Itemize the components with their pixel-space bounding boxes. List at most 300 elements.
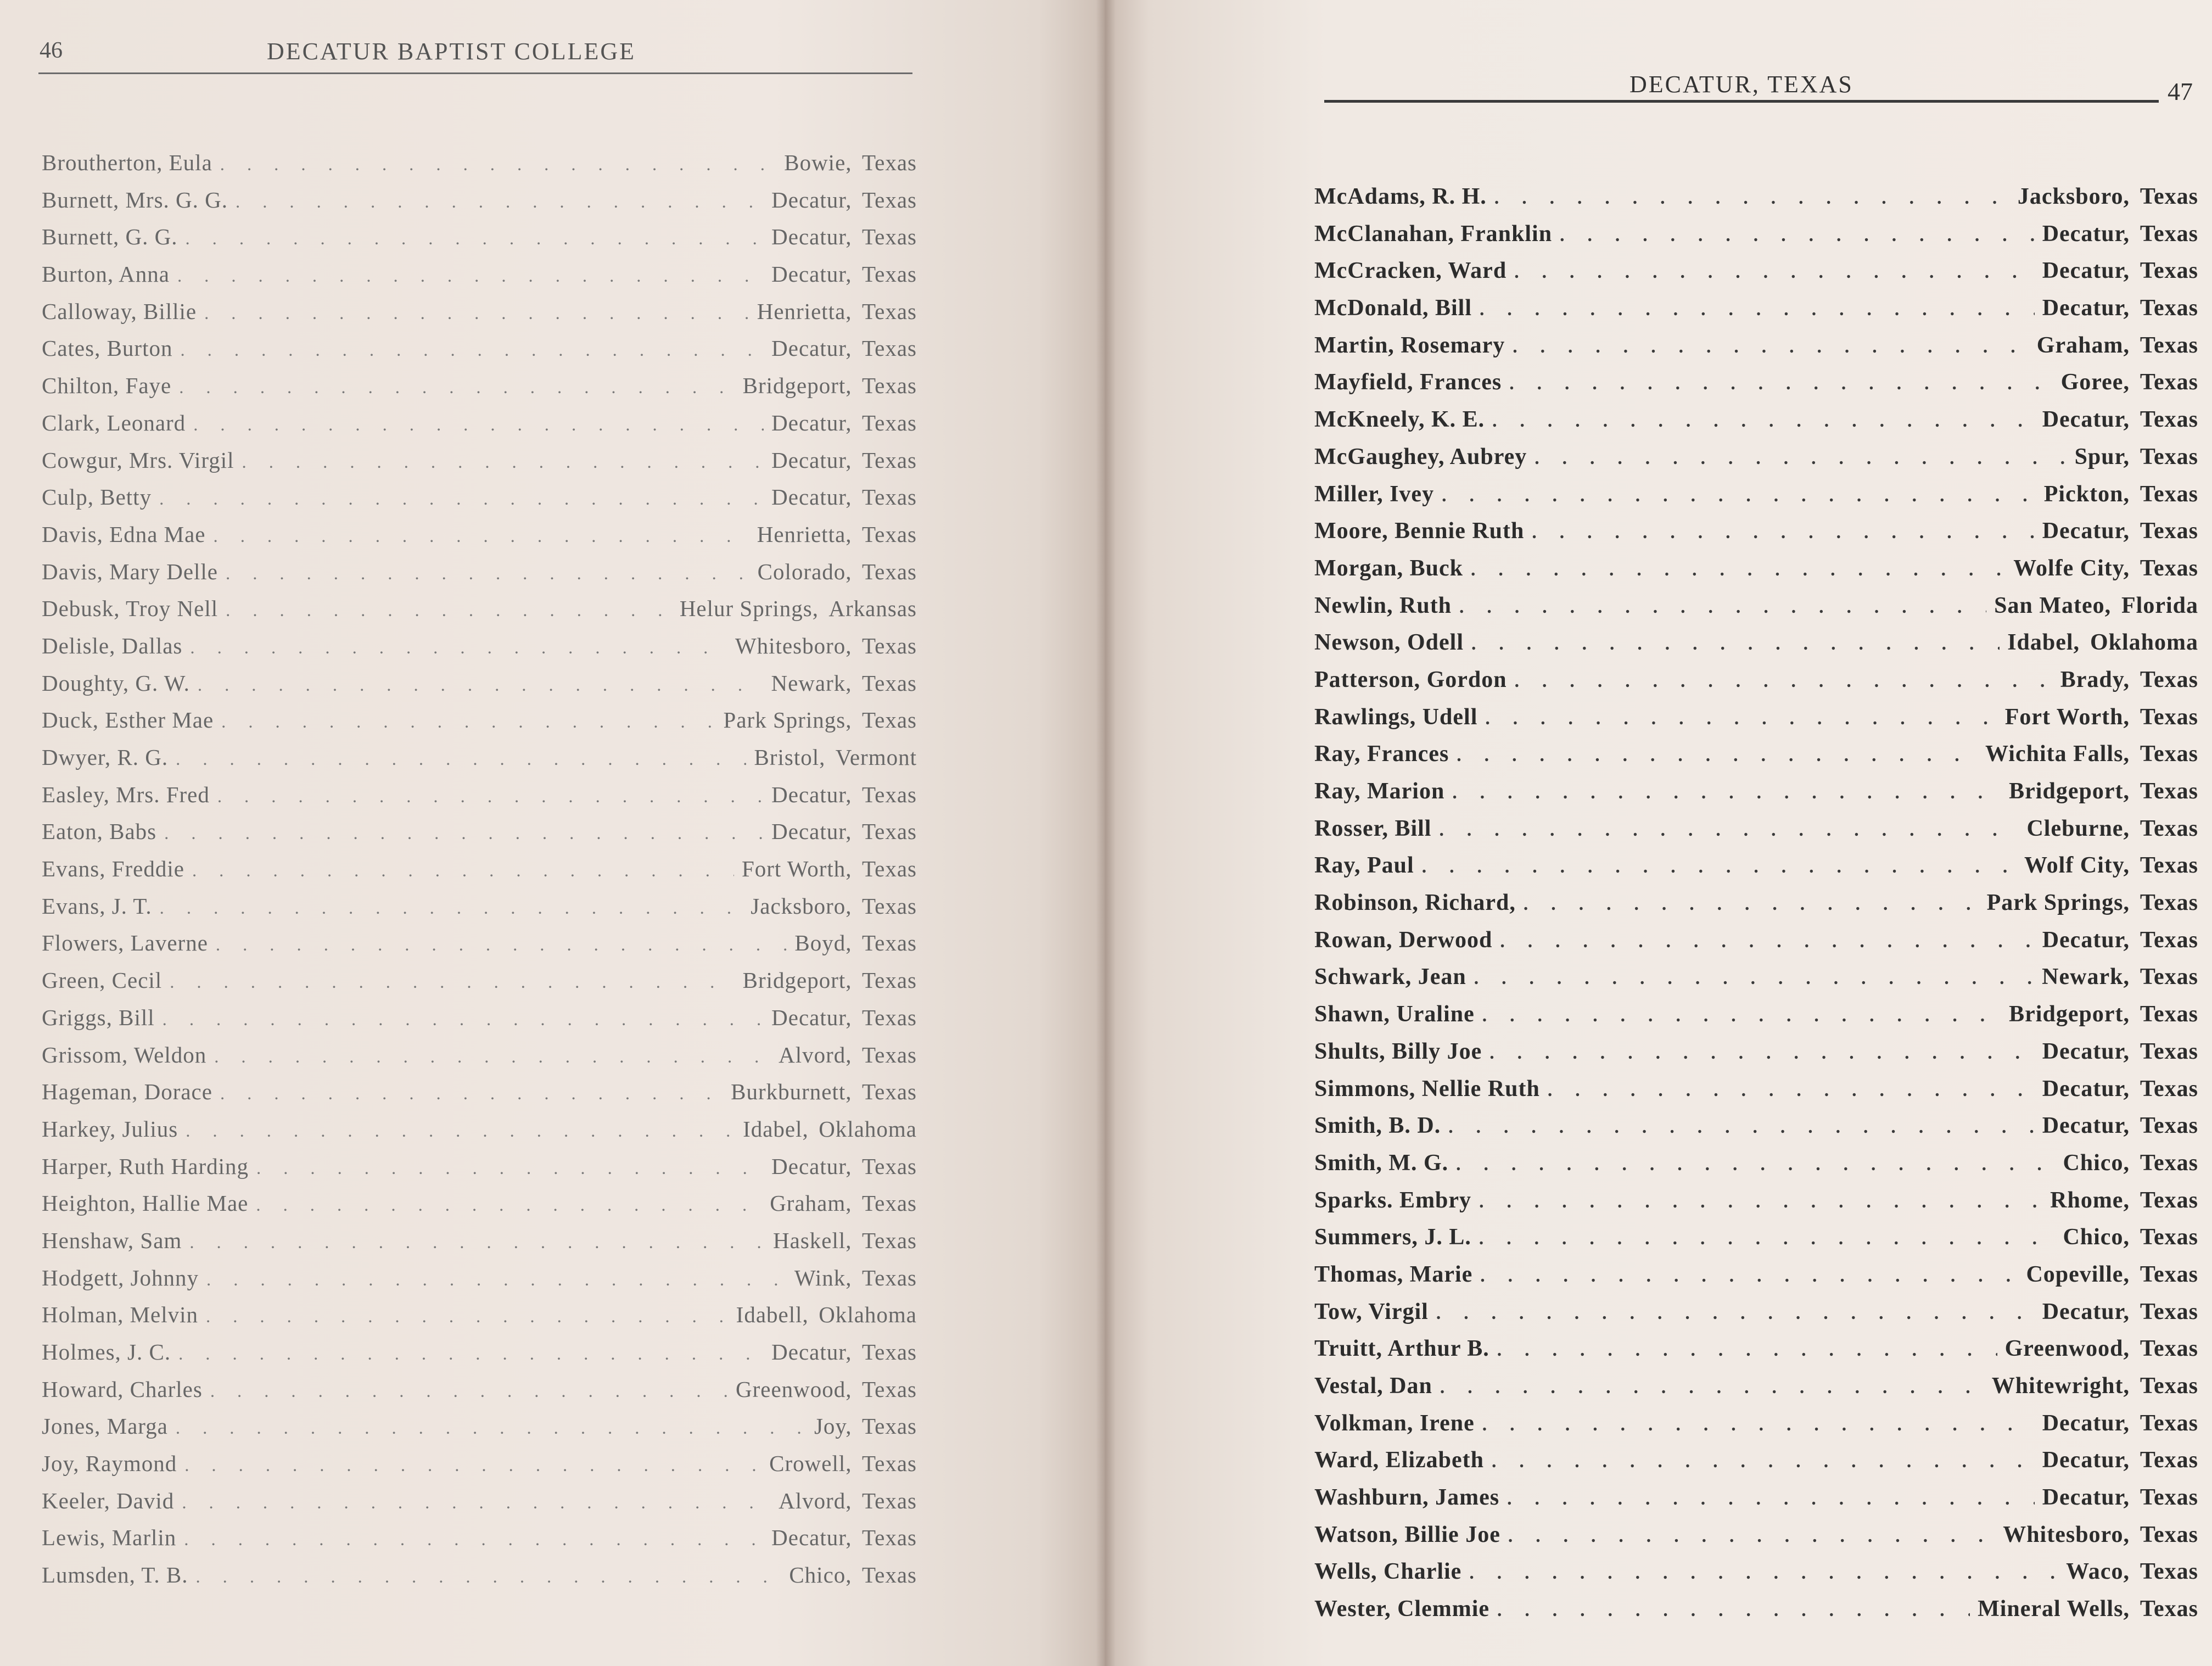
dot-leader <box>159 489 764 510</box>
entry-name: Holman, Melvin <box>42 1302 199 1328</box>
entry-town: Whitesboro, <box>2003 1522 2130 1547</box>
entry-state: Texas <box>861 558 917 584</box>
entry-town: Colorado, <box>757 558 852 584</box>
entry-town: Spur, <box>2074 444 2130 469</box>
entry-town: Henrietta, <box>757 298 852 324</box>
entry-name: McClanahan, Franklin <box>1314 221 1553 247</box>
entry-name: Robinson, Richard, <box>1314 890 1516 916</box>
list-item <box>42 261 917 298</box>
dot-leader <box>1560 225 2035 246</box>
entry-name: Eaton, Babs <box>42 819 157 845</box>
dot-leader <box>163 1010 764 1030</box>
entry-state: Texas <box>2140 964 2198 990</box>
list-item <box>1314 1261 2198 1299</box>
entry-name: Burnett, Mrs. G. G. <box>42 187 228 213</box>
entry-state: Texas <box>2140 1225 2198 1250</box>
list-item <box>42 1265 917 1302</box>
entry-town: San Mateo, <box>1994 592 2112 618</box>
entry-state: Texas <box>2140 518 2198 544</box>
entry-name: Joy, Raymond <box>42 1451 177 1477</box>
entry-name: Chilton, Faye <box>42 373 172 399</box>
dot-leader <box>1513 337 2029 357</box>
list-item <box>1314 852 2198 890</box>
entry-state: Texas <box>861 1451 917 1477</box>
header-rule <box>1324 100 2159 103</box>
book-gutter <box>1096 0 1116 1666</box>
entry-town: Decatur, <box>2042 1299 2130 1324</box>
dot-leader <box>1452 782 2001 803</box>
entry-name: Debusk, Troy Nell <box>42 596 219 622</box>
entry-name: Summers, J. L. <box>1314 1225 1471 1250</box>
entry-town: Idabel, <box>743 1116 809 1142</box>
entry-state: Texas <box>2140 853 2198 879</box>
list-item <box>42 1042 917 1079</box>
entry-state: Texas <box>2140 481 2198 507</box>
entry-state: Texas <box>861 484 917 510</box>
entry-state: Texas <box>861 298 917 324</box>
entry-name: Lumsden, T. B. <box>42 1562 188 1588</box>
list-item <box>1314 1299 2198 1336</box>
list-item <box>1314 1522 2198 1559</box>
entry-town: Decatur, <box>771 336 852 361</box>
entry-state: Texas <box>861 224 917 250</box>
entry-name: Jones, Marga <box>42 1413 168 1439</box>
dot-leader <box>214 527 749 547</box>
entry-name: Grissom, Weldon <box>42 1042 207 1067</box>
list-item <box>42 1376 917 1413</box>
dot-leader <box>1509 373 2053 394</box>
entry-name: Vestal, Dan <box>1314 1373 1432 1399</box>
entry-state: Vermont <box>835 745 917 770</box>
dot-leader <box>1448 1117 2035 1138</box>
entry-town: Decatur, <box>2042 1113 2130 1139</box>
entry-state: Texas <box>2140 779 2198 804</box>
list-item <box>1314 741 2198 778</box>
list-item <box>42 447 917 484</box>
entry-town: Park Springs, <box>723 707 852 733</box>
entry-town: Decatur, <box>771 187 852 213</box>
dot-leader <box>176 750 746 770</box>
entry-state: Texas <box>2140 1038 2198 1064</box>
entry-name: Henshaw, Sam <box>42 1227 182 1253</box>
list-item <box>1314 295 2198 332</box>
entry-name: Burnett, G. G. <box>42 224 178 250</box>
entry-town: Idabel, <box>2007 630 2080 656</box>
entry-state: Texas <box>861 1339 917 1365</box>
list-item <box>1314 369 2198 406</box>
entry-state: Texas <box>861 336 917 361</box>
entry-town: Idabell, <box>736 1302 809 1328</box>
entry-state: Texas <box>861 1265 917 1290</box>
list-item <box>42 1562 917 1599</box>
dot-leader <box>1507 1489 2035 1510</box>
directory-list <box>42 149 917 1599</box>
entry-town: Decatur, <box>771 1339 852 1365</box>
entry-town: Copeville, <box>2026 1261 2130 1287</box>
entry-state: Texas <box>2140 444 2198 469</box>
entry-state: Texas <box>2140 258 2198 284</box>
entry-name: Patterson, Gordon <box>1314 667 1507 692</box>
entry-name: Hageman, Dorace <box>42 1079 212 1105</box>
entry-state: Oklahoma <box>2090 630 2198 656</box>
entry-state: Texas <box>861 187 917 213</box>
dot-leader <box>221 712 715 733</box>
entry-name: Harper, Ruth Harding <box>42 1153 249 1179</box>
list-item <box>42 818 917 856</box>
entry-state: Texas <box>861 1079 917 1105</box>
entry-town: Fort Worth, <box>741 856 852 882</box>
entry-town: Pickton, <box>2043 481 2130 507</box>
dot-leader <box>1459 597 1986 618</box>
list-item <box>1314 890 2198 927</box>
dot-leader <box>216 935 787 955</box>
list-item <box>42 335 917 372</box>
list-item <box>1314 1484 2198 1522</box>
entry-name: Shults, Billy Joe <box>1314 1038 1482 1064</box>
entry-town: Haskell, <box>773 1227 852 1253</box>
dot-leader <box>1440 1377 1984 1398</box>
entry-name: Volkman, Irene <box>1314 1410 1475 1436</box>
entry-town: Decatur, <box>2042 258 2130 284</box>
entry-state: Texas <box>2140 1299 2198 1324</box>
entry-state: Texas <box>2140 295 2198 321</box>
entry-state: Texas <box>2140 555 2198 581</box>
dot-leader <box>1422 857 2017 877</box>
entry-name: Schwark, Jean <box>1314 964 1466 990</box>
entry-town: Chico, <box>2063 1225 2130 1250</box>
entry-state: Texas <box>2140 1447 2198 1473</box>
entry-state: Texas <box>861 1488 917 1513</box>
list-item <box>42 595 917 633</box>
entry-state: Texas <box>861 1004 917 1030</box>
list-item <box>42 1339 917 1376</box>
list-item <box>1314 518 2198 555</box>
list-item <box>42 1524 917 1562</box>
entry-state: Texas <box>2140 184 2198 209</box>
entry-name: Wells, Charlie <box>1314 1559 1462 1585</box>
list-item <box>1314 1335 2198 1373</box>
entry-town: Bristol, <box>754 745 826 770</box>
list-item <box>1314 1150 2198 1187</box>
dot-leader <box>182 1493 771 1513</box>
entry-name: Duck, Esther Mae <box>42 707 214 733</box>
list-item <box>42 1413 917 1450</box>
list-item <box>1314 1558 2198 1596</box>
dot-leader <box>1497 1340 1997 1361</box>
entry-name: Sparks. Embry <box>1314 1187 1472 1213</box>
page-number: 47 <box>2168 77 2193 105</box>
dot-leader <box>190 638 727 658</box>
entry-town: Decatur, <box>771 1004 852 1030</box>
list-item <box>1314 258 2198 295</box>
entry-town: Wolf City, <box>2024 853 2130 879</box>
dot-leader <box>204 304 749 324</box>
entry-town: Newark, <box>2042 964 2130 990</box>
entry-town: Alvord, <box>779 1488 852 1513</box>
entry-name: Smith, B. D. <box>1314 1113 1441 1139</box>
list-item <box>1314 1373 2198 1410</box>
entry-town: Greenwood, <box>735 1376 852 1402</box>
entry-name: Cowgur, Mrs. Virgil <box>42 447 234 473</box>
entry-name: Newlin, Ruth <box>1314 592 1452 618</box>
entry-town: Chico, <box>2063 1150 2130 1176</box>
entry-town: Decatur, <box>2042 1076 2130 1102</box>
entry-town: Brady, <box>2060 667 2130 692</box>
entry-state: Texas <box>861 1562 917 1588</box>
entry-state: Texas <box>861 1376 917 1402</box>
entry-town: Whitewright, <box>1991 1373 2130 1399</box>
entry-name: Simmons, Nellie Ruth <box>1314 1076 1540 1102</box>
list-item <box>42 1227 917 1265</box>
entry-state: Texas <box>2140 704 2198 730</box>
page-number: 46 <box>40 38 63 63</box>
list-item <box>42 781 917 819</box>
entry-town: Newark, <box>771 670 852 696</box>
list-item <box>1314 221 2198 258</box>
entry-town: Decatur, <box>771 819 852 845</box>
entry-name: Ward, Elizabeth <box>1314 1447 1485 1473</box>
entry-name: Rowan, Derwood <box>1314 927 1493 953</box>
list-item <box>42 1153 917 1190</box>
entry-name: Holmes, J. C. <box>42 1339 171 1365</box>
entry-state: Texas <box>861 373 917 399</box>
entry-state: Texas <box>2140 815 2198 841</box>
list-item <box>42 558 917 596</box>
list-item <box>42 893 917 930</box>
entry-town: Alvord, <box>779 1042 852 1067</box>
left-page <box>0 0 1105 1666</box>
entry-state: Texas <box>861 633 917 658</box>
entry-town: Wink, <box>794 1265 852 1290</box>
entry-state: Texas <box>861 1227 917 1253</box>
dot-leader <box>214 1047 771 1067</box>
entry-town: Decatur, <box>2042 518 2130 544</box>
list-item <box>1314 332 2198 370</box>
list-item <box>42 149 917 187</box>
dot-leader <box>1471 634 2000 655</box>
dot-leader <box>198 675 764 696</box>
entry-name: Smith, M. G. <box>1314 1150 1449 1176</box>
entry-state: Texas <box>861 447 917 473</box>
dot-leader <box>1492 411 2035 432</box>
list-item <box>1314 629 2198 667</box>
entry-name: Morgan, Buck <box>1314 555 1464 581</box>
dot-leader <box>178 1344 764 1365</box>
entry-state: Texas <box>861 521 917 547</box>
dot-leader <box>1471 560 2006 580</box>
entry-name: McAdams, R. H. <box>1314 184 1487 209</box>
entry-town: Decatur, <box>2042 1038 2130 1064</box>
entry-name: McGaughey, Aubrey <box>1314 444 1527 469</box>
dot-leader <box>217 787 764 807</box>
dot-leader <box>1514 262 2035 283</box>
entry-state: Texas <box>2140 1076 2198 1102</box>
dot-leader <box>1480 1266 2018 1287</box>
list-item <box>1314 444 2198 481</box>
entry-name: Dwyer, R. G. <box>42 745 169 770</box>
entry-state: Texas <box>2140 1113 2198 1139</box>
entry-town: Bowie, <box>784 150 852 175</box>
entry-name: Shawn, Uraline <box>1314 1002 1475 1027</box>
entry-town: Graham, <box>2036 332 2130 358</box>
entry-state: Texas <box>2140 741 2198 767</box>
dot-leader <box>1482 1415 2035 1435</box>
dot-leader <box>206 1307 729 1327</box>
entry-state: Texas <box>2140 1336 2198 1362</box>
entry-state: Texas <box>861 1525 917 1551</box>
entry-state: Texas <box>2140 370 2198 395</box>
entry-name: Doughty, G. W. <box>42 670 190 696</box>
list-item <box>42 1116 917 1153</box>
entry-town: Decatur, <box>771 410 852 435</box>
dot-leader <box>179 378 735 398</box>
entry-town: Decatur, <box>2042 1485 2130 1511</box>
entry-state: Florida <box>2121 592 2198 618</box>
entry-town: Wichita Falls, <box>1985 741 2130 767</box>
dot-leader <box>1457 745 1978 766</box>
entry-town: Bridgeport, <box>2009 1002 2130 1027</box>
entry-town: Decatur, <box>771 1525 852 1551</box>
dot-leader <box>1515 671 2053 692</box>
dot-leader <box>206 1270 787 1290</box>
entry-name: Evans, J. T. <box>42 893 152 919</box>
dot-leader <box>1532 522 2034 543</box>
entry-state: Texas <box>2140 1596 2198 1622</box>
header-rule <box>38 72 912 74</box>
directory-list <box>1314 183 2198 1633</box>
entry-state: Texas <box>2140 1373 2198 1399</box>
entry-town: Waco, <box>2066 1559 2130 1585</box>
entry-name: Ray, Paul <box>1314 853 1414 879</box>
dot-leader <box>170 972 735 993</box>
dot-leader <box>184 1530 764 1550</box>
entry-state: Texas <box>2140 1150 2198 1176</box>
list-item <box>1314 481 2198 518</box>
entry-state: Texas <box>861 819 917 845</box>
list-item <box>1314 1187 2198 1225</box>
entry-name: Martin, Rosemary <box>1314 332 1505 358</box>
entry-name: Tow, Virgil <box>1314 1299 1429 1324</box>
dot-leader <box>236 192 764 213</box>
entry-state: Texas <box>861 930 917 956</box>
entry-town: Jacksboro, <box>751 893 852 919</box>
dot-leader <box>1492 1451 2035 1472</box>
entry-state: Oklahoma <box>819 1302 917 1328</box>
entry-town: Mineral Wells, <box>1978 1596 2130 1622</box>
entry-name: McKneely, K. E. <box>1314 407 1485 433</box>
entry-state: Texas <box>861 1042 917 1067</box>
entry-name: Lewis, Marlin <box>42 1525 177 1551</box>
dot-leader <box>1442 485 2036 506</box>
entry-name: McCracken, Ward <box>1314 258 1507 284</box>
list-item <box>42 410 917 447</box>
entry-name: Evans, Freddie <box>42 856 184 882</box>
list-item <box>42 967 917 1004</box>
dot-leader <box>1489 1043 2034 1064</box>
entry-state: Texas <box>2140 1187 2198 1213</box>
list-item <box>42 1301 917 1339</box>
entry-state: Texas <box>861 856 917 882</box>
entry-name: Washburn, James <box>1314 1485 1500 1511</box>
entry-name: Culp, Betty <box>42 484 152 510</box>
list-item <box>42 1190 917 1227</box>
entry-name: Wester, Clemmie <box>1314 1596 1490 1622</box>
list-item <box>1314 815 2198 853</box>
entry-state: Texas <box>2140 667 2198 692</box>
entry-town: Chico, <box>789 1562 852 1588</box>
entry-town: Joy, <box>814 1413 852 1439</box>
entry-name: Truitt, Arthur B. <box>1314 1336 1489 1362</box>
entry-town: Goree, <box>2060 370 2130 395</box>
dot-leader <box>1479 1228 2056 1249</box>
dot-leader <box>220 1084 723 1104</box>
dot-leader <box>1524 894 1979 915</box>
entry-name: Easley, Mrs. Fred <box>42 781 210 807</box>
list-item <box>1314 406 2198 444</box>
entry-state: Texas <box>861 1153 917 1179</box>
entry-name: Clark, Leonard <box>42 410 186 435</box>
entry-name: Rosser, Bill <box>1314 815 1432 841</box>
dot-leader <box>1500 931 2034 952</box>
entry-name: Harkey, Julius <box>42 1116 178 1142</box>
list-item <box>1314 1447 2198 1484</box>
list-item <box>1314 778 2198 815</box>
entry-town: Decatur, <box>2042 1447 2130 1473</box>
entry-state: Texas <box>2140 407 2198 433</box>
entry-town: Fort Worth, <box>2004 704 2130 730</box>
entry-name: Calloway, Billie <box>42 298 197 324</box>
list-item <box>42 744 917 781</box>
entry-state: Oklahoma <box>819 1116 917 1142</box>
entry-town: Graham, <box>770 1190 852 1216</box>
entry-town: Decatur, <box>771 781 852 807</box>
list-item <box>1314 1112 2198 1150</box>
entry-state: Texas <box>861 150 917 175</box>
list-item <box>1314 555 2198 592</box>
entry-state: Texas <box>2140 1002 2198 1027</box>
list-item <box>1314 964 2198 1001</box>
dot-leader <box>1482 1005 2001 1026</box>
entry-state: Texas <box>861 670 917 696</box>
entry-state: Texas <box>2140 1410 2198 1436</box>
entry-name: Mayfield, Frances <box>1314 370 1502 395</box>
entry-name: Griggs, Bill <box>42 1004 155 1030</box>
entry-state: Texas <box>2140 221 2198 247</box>
dot-leader <box>193 415 764 435</box>
entry-town: Bridgeport, <box>2009 779 2130 804</box>
entry-name: Broutherton, Eula <box>42 150 212 175</box>
entry-town: Rhome, <box>2050 1187 2130 1213</box>
list-item <box>42 670 917 707</box>
entry-town: Helur Springs, <box>679 596 819 622</box>
entry-town: Crowell, <box>769 1451 852 1477</box>
entry-state: Texas <box>861 781 917 807</box>
dot-leader <box>176 1418 807 1439</box>
entry-name: Flowers, Laverne <box>42 930 208 956</box>
list-item <box>42 1488 917 1525</box>
entry-state: Texas <box>861 1190 917 1216</box>
entry-name: Keeler, David <box>42 1488 175 1513</box>
entry-town: Decatur, <box>2042 295 2130 321</box>
entry-town: Greenwood, <box>2004 1336 2130 1362</box>
list-item <box>42 521 917 558</box>
entry-name: Green, Cecil <box>42 968 163 993</box>
dot-leader <box>256 1159 764 1179</box>
entry-town: Decatur, <box>2042 407 2130 433</box>
entry-town: Park Springs, <box>1986 890 2130 916</box>
list-item <box>42 930 917 967</box>
entry-state: Texas <box>2140 1559 2198 1585</box>
